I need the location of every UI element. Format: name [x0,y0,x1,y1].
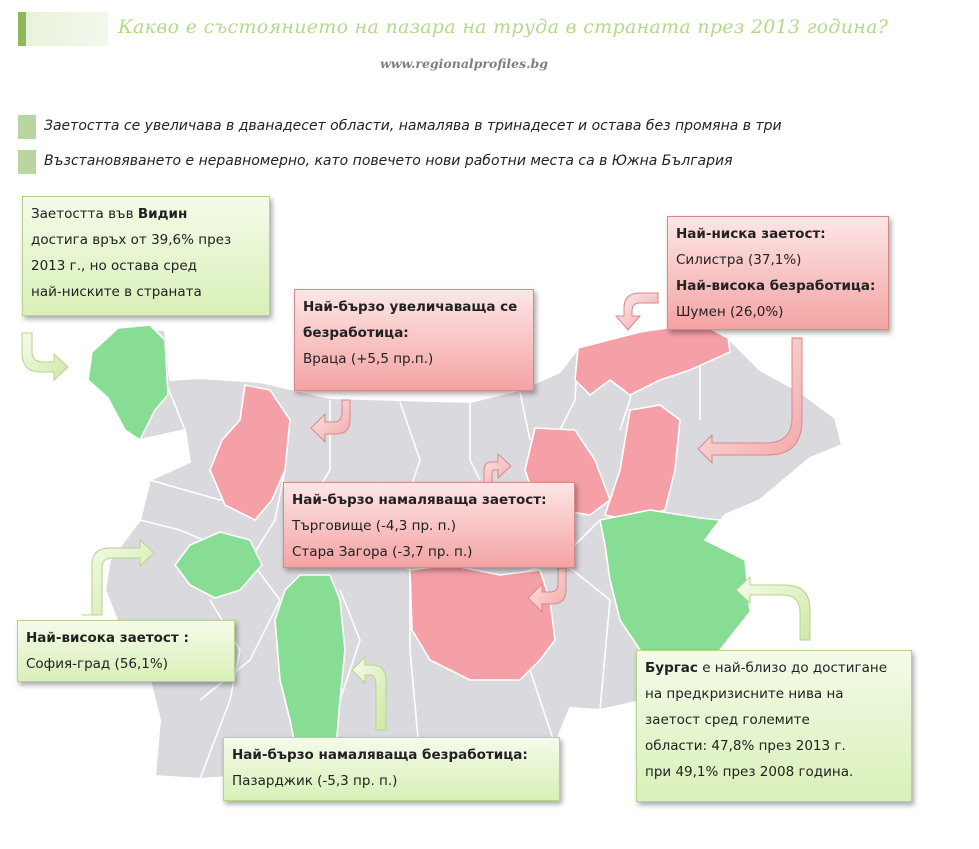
callout-text: Заетостта във [31,206,138,222]
callout-value: София-град (56,1%) [26,656,168,672]
arrow-silistra [616,293,658,330]
bullet-text: Възстановяването е неравномерно, като повечето нови работни места са в Южна България [44,153,733,169]
callout-heading: Най-бързо намаляваща заетост: [292,492,547,508]
callout-heading: Най-висока заетост : [26,630,189,646]
arrow-vidin [22,333,68,380]
callout-text: области: 47,8% през 2013 г. [645,738,846,754]
callout-sofia-city [17,620,235,682]
callout-heading: Най-бързо намаляваща безработица: [232,747,528,763]
callout-targovishte [283,482,575,568]
callout-value: Пазарджик (-5,3 пр. п.) [232,773,398,789]
callout-heading: Най-бързо увеличаваща се [303,299,518,315]
callout-text: на предкризисните нива на [645,686,844,702]
callout-text: достига връх от 39,6% през [31,232,232,248]
callout-text: е най-близо до достигане [697,660,888,676]
callout-highlight: Бургас [645,660,698,676]
callout-burgas [636,650,912,802]
bullet-text: Заетостта се увеличава в дванадесет области, намалява в тринадесет и остава без промяна в три [44,118,782,134]
callout-value: Стара Загора (-3,7 пр. п.) [292,544,473,560]
callout-value: Силистра (37,1%) [676,252,802,268]
callout-value: Търговище (-4,3 пр. п.) [292,518,457,534]
website-link[interactable]: www.regionalprofiles.bg [380,56,548,71]
callout-heading: Най-ниска заетост: [676,226,826,242]
callout-text: при 49,1% през 2008 година. [645,764,854,780]
callout-text: 2013 г., но остава сред [31,258,197,274]
callout-silistra-shumen [667,216,889,330]
callout-highlight: Видин [137,206,188,222]
callout-vidin [22,196,270,316]
page-title: Какво е състоянието на пазара на труда в страната през 2013 година? [118,16,889,38]
callout-text: най-ниските в страната [31,284,202,300]
callout-text: заетост сред големите [645,712,810,728]
callout-vratsa [294,289,534,391]
callout-pazardzhik [223,737,560,801]
callout-heading: безработица: [303,325,409,341]
callout-value: Враца (+5,5 пр.п.) [303,351,434,367]
callout-heading: Най-висока безработица: [676,278,876,294]
callout-value: Шумен (26,0%) [676,304,784,320]
